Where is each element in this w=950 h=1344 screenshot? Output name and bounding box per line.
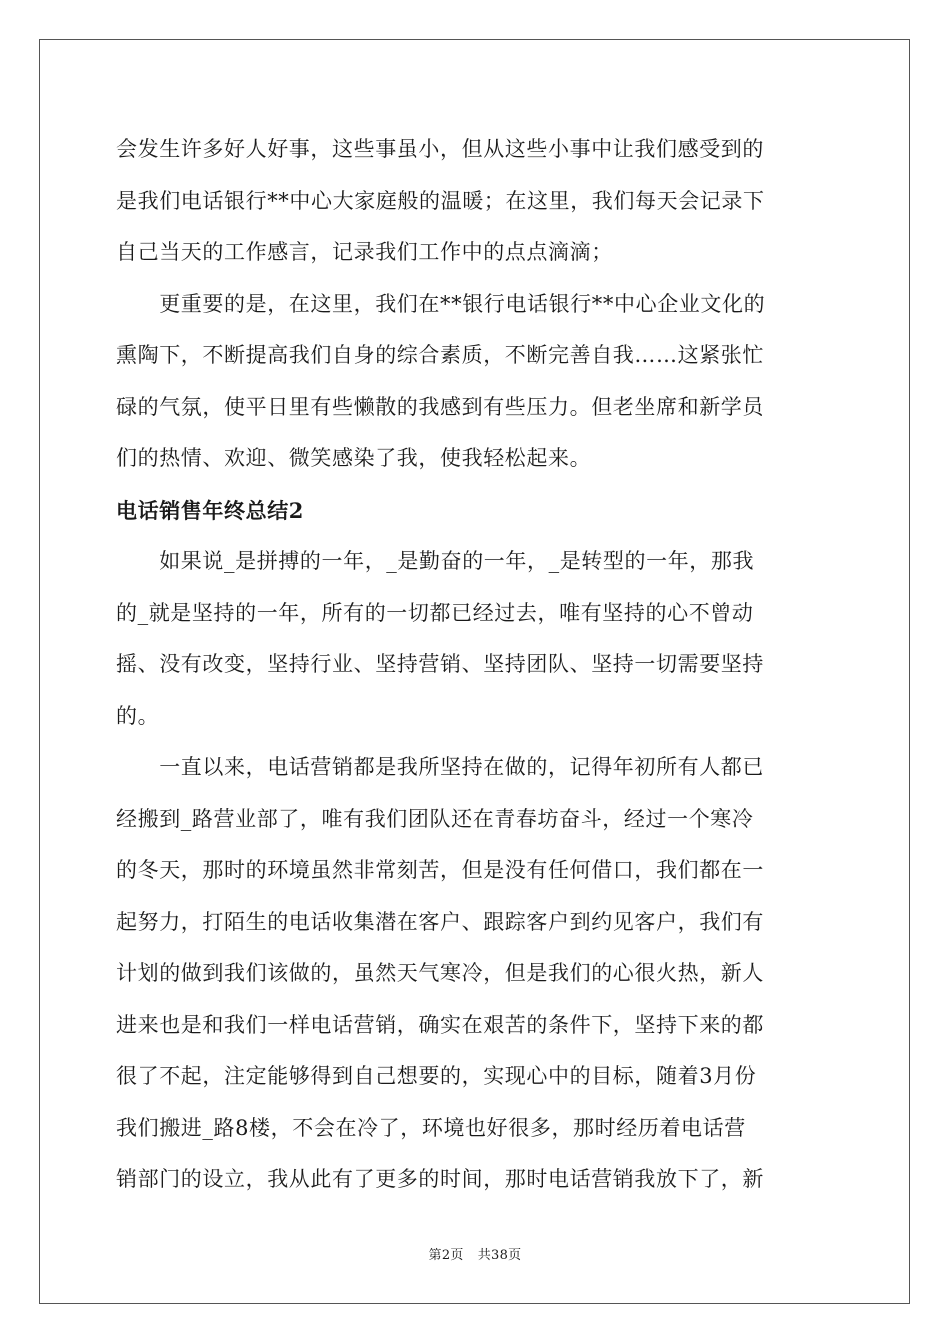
paragraph	[116, 742, 838, 1206]
text-line: 自己当天的工作感言，记录我们工作中的点点滴滴；	[116, 240, 613, 264]
paragraph	[116, 279, 838, 485]
text-line: 如果说_是拼搏的一年，_是勤奋的一年，_是转型的一年，那我	[116, 549, 755, 573]
text-line: 很了不起，注定能够得到自己想要的，实现心中的目标，随着3月份	[116, 1064, 757, 1088]
text-line: 起努力，打陌生的电话收集潜在客户、跟踪客户到约见客户，我们有	[116, 909, 764, 934]
document-body	[116, 124, 838, 1206]
text-line: 销部门的设立，我从此有了更多的时间，那时电话营销我放下了，新	[116, 1167, 764, 1191]
text-line: 更重要的是，在这里，我们在**银行电话银行**中心企业文化的	[116, 291, 766, 316]
text-line: 一直以来，电话营销都是我所坚持在做的，记得年初所有人都已	[116, 755, 764, 779]
text-line: 的冬天，那时的环境虽然非常刻苦，但是没有任何借口，我们都在一	[116, 858, 764, 882]
text-line: 熏陶下，不断提高我们自身的综合素质，不断完善自我……这紧张忙	[116, 343, 764, 367]
paragraph	[116, 536, 838, 742]
page-total: 共38页	[477, 1248, 522, 1263]
paragraph	[116, 124, 838, 279]
text-line: 的。	[116, 703, 160, 728]
text-line: 是我们电话银行**中心大家庭般的温暖；在这里，我们每天会记录下	[116, 188, 765, 213]
section-heading	[116, 485, 838, 537]
text-line: 摇、没有改变，坚持行业、坚持营销、坚持团队、坚持一切需要坚持	[116, 652, 764, 676]
text-line: 的_就是坚持的一年，所有的一切都已经过去，唯有坚持的心不曾动	[116, 600, 754, 625]
page-number: 第2页	[428, 1248, 464, 1263]
text-line: 经搬到_路营业部了，唯有我们团队还在青春坊奋斗，经过一个寒冷	[116, 806, 754, 831]
text-line: 们的热情、欢迎、微笑感染了我，使我轻松起来。	[116, 446, 592, 470]
text-line: 进来也是和我们一样电话营销，确实在艰苦的条件下，坚持下来的都	[116, 1012, 764, 1037]
heading-text: 电话销售年终总结2	[116, 497, 305, 523]
text-line: 会发生许多好人好事，这些事虽小，但从这些小事中让我们感受到的	[116, 137, 764, 161]
text-line: 我们搬进_路8楼，不会在冷了，环境也好很多，那时经历着电话营	[116, 1115, 746, 1140]
text-line: 碌的气氛，使平日里有些懒散的我感到有些压力。但老坐席和新学员	[116, 394, 764, 419]
page-footer	[0, 1244, 950, 1263]
text-line: 计划的做到我们该做的，虽然天气寒冷，但是我们的心很火热，新人	[116, 961, 764, 985]
